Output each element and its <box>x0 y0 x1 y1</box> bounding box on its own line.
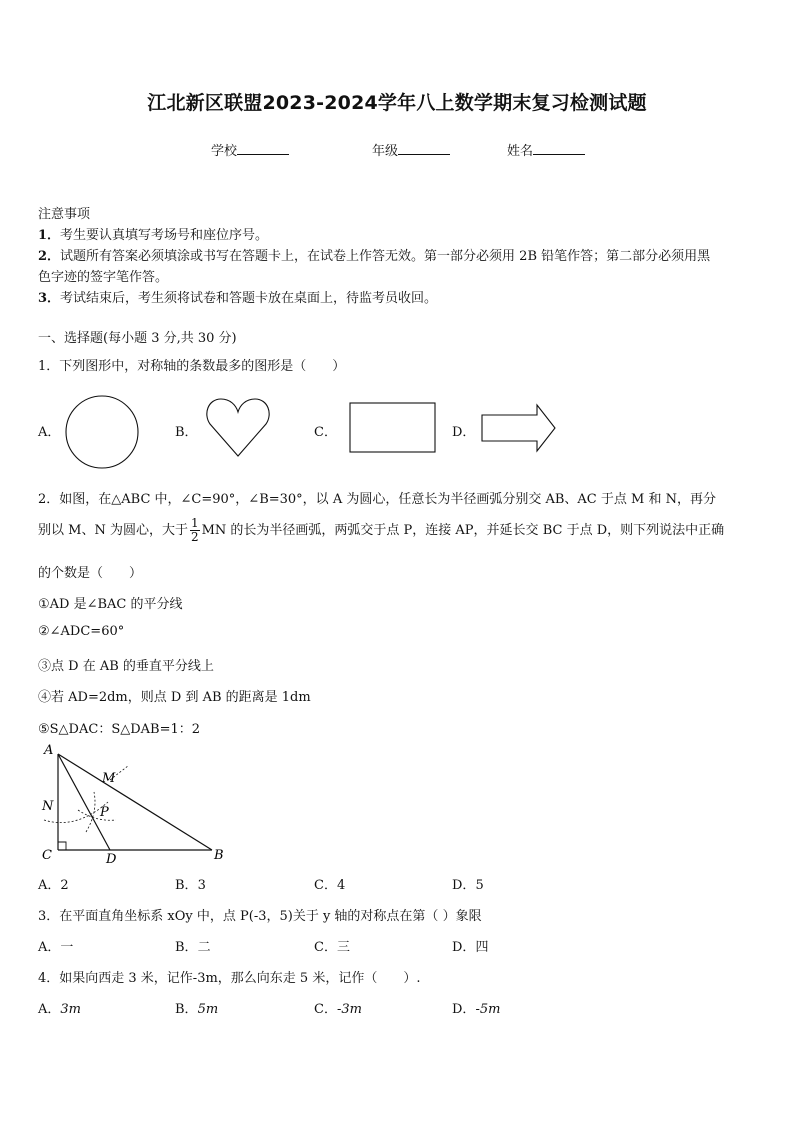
name-field[interactable] <box>507 140 585 159</box>
label-m: M <box>102 771 116 786</box>
question-2-line-1: 2．如图，在△ABC 中，∠C=90°，∠B=30°，以 A 为圆心，任意长为半径画弧分别交 AB、AC 于点 M 和 N，再分 <box>38 492 716 507</box>
label-b: B <box>214 848 224 863</box>
q2-option-d[interactable]: D．5 <box>452 878 484 893</box>
question-1-stem: 1．下列图形中，对称轴的条数最多的图形是（ ） <box>38 359 346 374</box>
q4-option-c[interactable]: C．-3m <box>314 1002 362 1017</box>
notes-heading: 注意事项 <box>38 207 91 222</box>
q2-statement: ④若 AD=2dm，则点 D 到 AB 的距离是 1dm <box>38 690 311 705</box>
school-label: 学校 <box>211 144 238 159</box>
q2-statement: ①AD 是∠BAC 的平分线 <box>38 597 183 612</box>
page-title: 江北新区联盟2023-2024学年八上数学期末复习检测试题 <box>147 92 647 114</box>
q1-option-d-label[interactable]: D． <box>452 425 476 440</box>
q2-option-b[interactable]: B．3 <box>175 878 206 893</box>
note-item: 1．考生要认真填写考场号和座位序号。 <box>38 228 269 243</box>
grade-blank[interactable] <box>398 143 450 155</box>
question-2-line-3: 的个数是（ ） <box>38 566 143 581</box>
question-4-stem: 4．如果向西走 3 米，记作-3m，那么向东走 5 米，记作（ ）. <box>38 971 421 986</box>
label-c: C <box>42 848 52 863</box>
fraction-one-half: $\frac{1}{2}$ <box>190 516 199 544</box>
arrow-icon <box>481 403 557 453</box>
q3-option-c[interactable]: C．三 <box>314 940 350 955</box>
label-n: N <box>42 799 54 814</box>
label-p: P <box>100 805 109 820</box>
triangle-figure <box>36 740 236 866</box>
q4-option-d[interactable]: D．-5m <box>452 1002 501 1017</box>
q3-option-b[interactable]: B．二 <box>175 940 211 955</box>
q4-option-a[interactable]: A．3m <box>38 1002 81 1017</box>
note-item: 3．考试结束后，考生须将试卷和答题卡放在桌面上，待监考员收回。 <box>38 291 438 306</box>
q2-option-c[interactable]: C．4 <box>314 878 346 893</box>
q2-statement: ⑤S△DAC：S△DAB=1：2 <box>38 722 201 737</box>
note-item: 2．试题所有答案必须填涂或书写在答题卡上，在试卷上作答无效。第一部分必须用 2B 铅笔作答；第二部分必须用黑 <box>38 249 711 264</box>
note-item: 色字迹的签字笔作答。 <box>38 270 169 285</box>
q2-statement: ③点 D 在 AB 的垂直平分线上 <box>38 659 214 674</box>
label-d: D <box>106 852 117 866</box>
q1-option-b-label[interactable]: B． <box>175 425 198 440</box>
q4-option-b[interactable]: B．5m <box>175 1002 219 1017</box>
q1-option-a-label[interactable]: A． <box>38 425 61 440</box>
grade-label: 年级 <box>372 144 399 159</box>
rectangle-icon <box>349 402 437 453</box>
grade-field[interactable] <box>372 140 450 159</box>
q3-option-d[interactable]: D．四 <box>452 940 489 955</box>
name-blank[interactable] <box>533 143 585 155</box>
q3-option-a[interactable]: A．一 <box>38 940 74 955</box>
circle-icon <box>64 394 140 470</box>
name-label: 姓名 <box>507 144 534 159</box>
q1-option-c-label[interactable]: C． <box>314 425 337 440</box>
label-a: A <box>44 743 54 758</box>
question-2-line-2: 别以 M、N 为圆心，大于 $\frac{1}{2}$ MN 的长为半径画弧，两弧交于点 P，连接 AP，并延长交 BC 于点 D，则下列说法中正确 <box>38 516 725 544</box>
school-field[interactable] <box>211 140 289 159</box>
question-3-stem: 3．在平面直角坐标系 xOy 中，点 P(-3，5)关于 y 轴的对称点在第（ ）象限 <box>38 909 482 924</box>
q2-option-a[interactable]: A．2 <box>38 878 69 893</box>
section-heading: 一、选择题(每小题 3 分,共 30 分) <box>38 331 237 346</box>
school-blank[interactable] <box>237 143 289 155</box>
heart-icon <box>205 396 271 458</box>
q2-statement: ②∠ADC=60° <box>38 624 125 639</box>
